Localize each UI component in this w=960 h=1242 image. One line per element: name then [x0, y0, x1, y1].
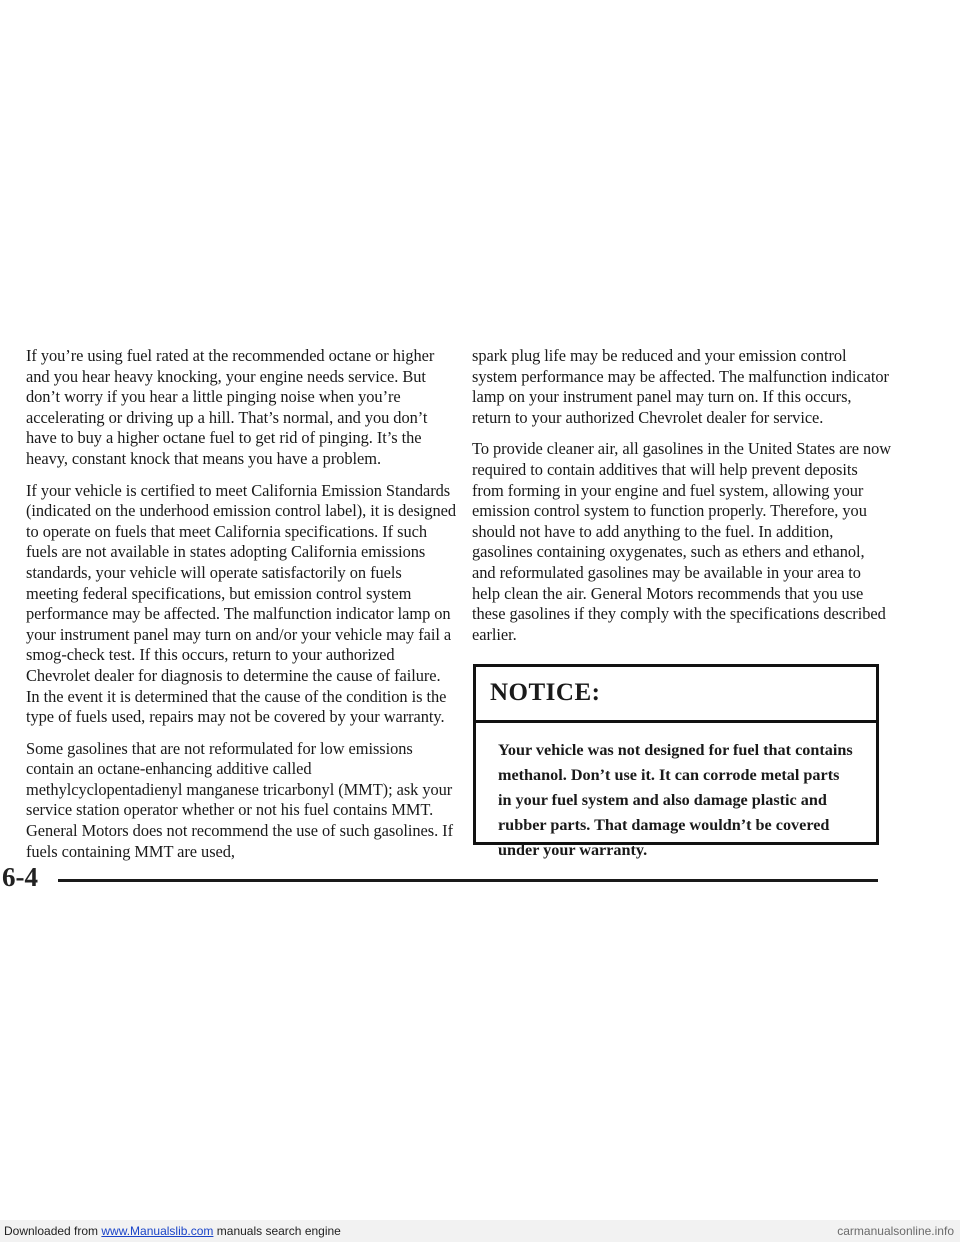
notice-box: [473, 664, 879, 859]
carmanualsonline-watermark: carmanualsonline.info: [837, 1224, 954, 1238]
download-watermark-bar: [0, 1220, 960, 1242]
footer-divider: [58, 879, 878, 882]
paragraph-mmt-additive: Some gasolines that are not reformulated for low emissions contain an octane-enhancing additive called methylcyclopentadienyl manganese tricarbonyl (MMT); ask your service station operator whether or not his fuel contains MMT. General Motors does not recommend the use of such gasolines. If fuels containing MMT are used,: [26, 738, 453, 861]
paragraph-california-emission: If your vehicle is certified to meet California Emission Standards (indicated on the underhood emission control label), it is designed to operate on fuels that meet California specifications. If such fuels are not available in states adopting California emissions standards, your vehicle will operate satisfactorily on fuels meeting federal specifications, but emission control system performance may be affected. The malfunction indicator lamp on your instrument panel may turn on and/or your vehicle may fail a smog-check test. If this occurs, return to your authorized Chevrolet dealer for diagnosis to determine the cause of failure. In the event it is determined that the cause of the condition is the type of fuels used, repairs may not be covered by your warranty.: [26, 480, 456, 727]
notice-body: Your vehicle was not designed for fuel that contains methanol. Don’t use it. It can corrode metal parts in your fuel system and also damage plastic and rubber parts. That damage wouldn’t be covered under your warranty.: [498, 741, 853, 859]
paragraph-octane-knocking: If you’re using fuel rated at the recommended octane or higher and you hear heavy knocking, your engine needs service. But don’t worry if you hear a little pinging noise when you’re accelerating or driving up a hill. That’s normal, and you don’t have to buy a higher octane fuel to get rid of pinging. It’s the heavy, constant knock that means you have a problem.: [26, 346, 435, 468]
watermark-suffix: manuals search engine: [213, 1224, 341, 1238]
left-column: [26, 346, 456, 873]
page-number: 6-4: [2, 862, 38, 892]
paragraph-cleaner-air: To provide cleaner air, all gasolines in the United States are now required to contain additives that will help prevent deposits from forming in your engine and fuel system, allowing your emission control system to function properly. Therefore, you should not have to add anything to the fuel. In addition, gasolines containing oxygenates, such as ethers and ethanol, and reformulated gasolines may be available in your area to help clean the air. General Motors recommends that you use these gasolines if they comply with the specifications described earlier.: [472, 439, 892, 644]
right-column: [472, 346, 892, 656]
paragraph-spark-plug: spark plug life may be reduced and your emission control system performance may be affected. The malfunction indicator lamp on your instrument panel may turn on. If this occurs, return to your authorized Chevrolet dealer for service.: [472, 346, 889, 427]
manualslib-link[interactable]: www.Manualslib.com: [101, 1224, 214, 1238]
download-watermark: [4, 1220, 341, 1242]
watermark-prefix: Downloaded from: [4, 1224, 102, 1238]
notice-heading: NOTICE:: [476, 667, 876, 723]
